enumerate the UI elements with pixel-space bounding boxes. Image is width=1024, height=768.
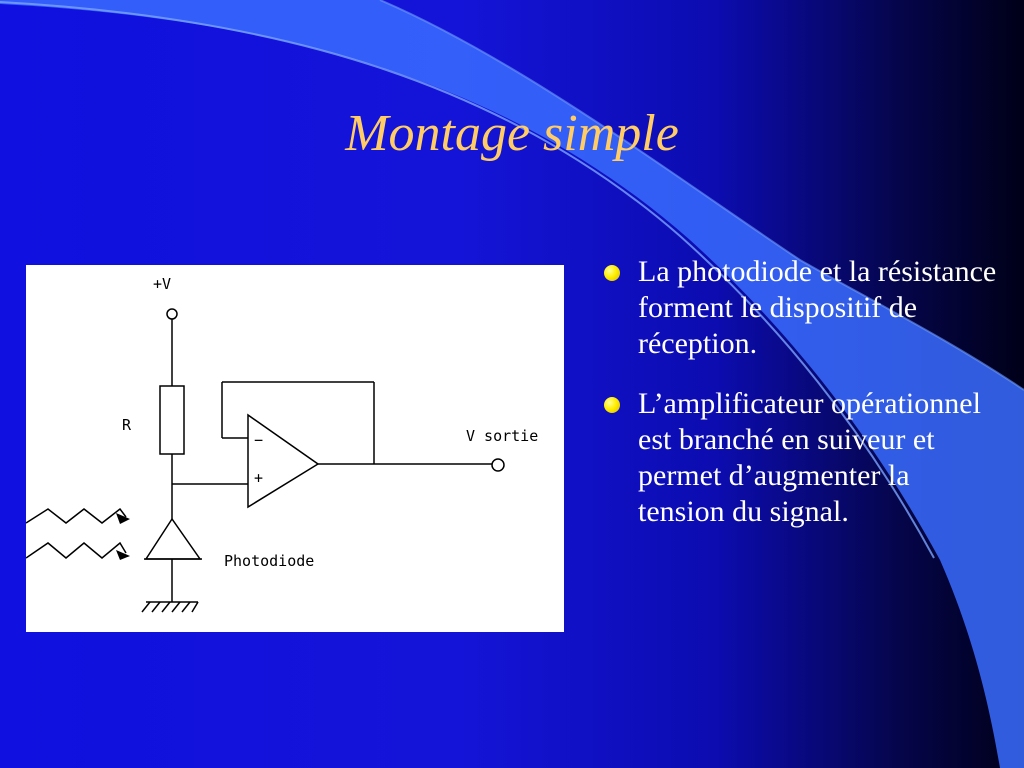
bullet-dot-icon <box>604 397 620 413</box>
bullet-dot-icon <box>604 265 620 281</box>
bullet-list <box>600 254 1000 554</box>
bullet-item <box>600 386 1000 530</box>
output-terminal <box>492 459 504 471</box>
plus-input-sign: + <box>254 469 264 487</box>
circuit-diagram <box>26 265 564 632</box>
resistor-symbol <box>160 386 184 454</box>
supply-terminal <box>167 309 177 319</box>
slide-title: Montage simple <box>345 105 679 162</box>
resistor-label: R <box>122 416 132 434</box>
supply-label: +V <box>153 275 172 293</box>
bullet-item <box>600 254 1000 362</box>
output-label: V sortie <box>466 427 539 445</box>
op-amp-symbol <box>248 415 318 507</box>
light-arrow-2 <box>116 550 130 560</box>
bullet-text: La photodiode et la résistance forment le dispositif de réception. <box>638 255 997 360</box>
photodiode-symbol <box>146 519 200 559</box>
light-ray-2 <box>26 543 126 558</box>
light-ray-1 <box>26 509 126 523</box>
circuit-diagram-svg <box>26 265 564 632</box>
bullet-text: L’amplificateur opérationnel est branché en suiveur et permet d’augmenter la tension du signal. <box>638 387 981 528</box>
photodiode-label: Photodiode <box>224 552 315 570</box>
minus-input-sign: − <box>254 431 264 449</box>
light-arrow-1 <box>116 513 130 524</box>
